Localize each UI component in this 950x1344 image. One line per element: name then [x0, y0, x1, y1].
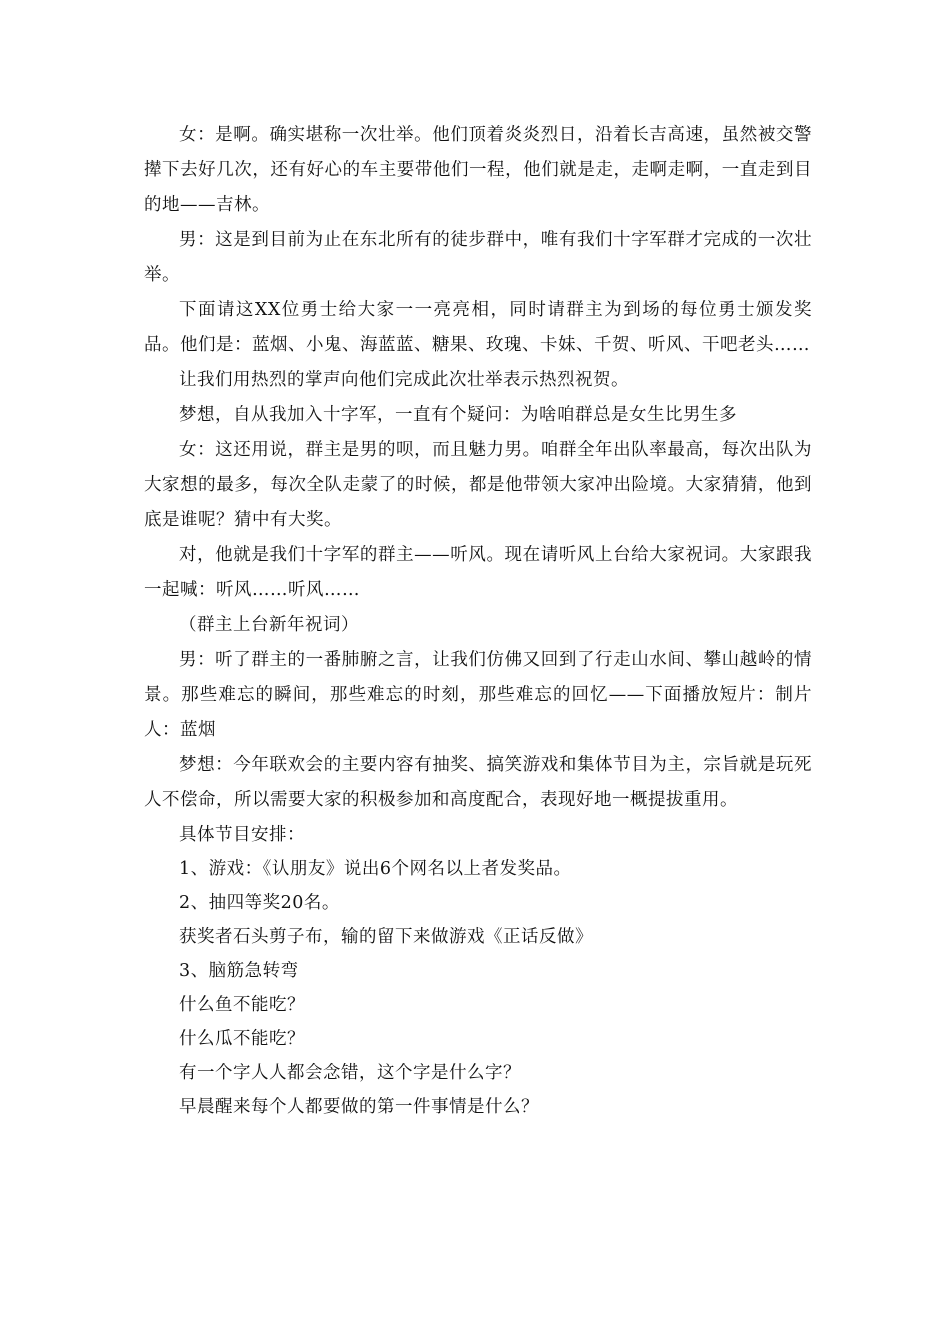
- paragraph-2: 男：这是到目前为止在东北所有的徒步群中，唯有我们十字军群才完成的一次壮举。: [144, 230, 812, 285]
- paragraph-8: （群主上台新年祝词）: [179, 615, 359, 635]
- paragraph-12: 1、游戏：《认朋友》说出6个网名以上者发奖品。: [179, 859, 572, 879]
- paragraph-19: 早晨醒来每个人都要做的第一件事情是什么？: [179, 1097, 539, 1117]
- paragraph-13: 2、抽四等奖20名。: [179, 893, 340, 913]
- paragraph-9: 男：听了群主的一番肺腑之言，让我们仿佛又回到了行走山水间、攀山越岭的情景。那些难忘的瞬间，那些难忘的时刻，那些难忘的回忆——下面播放短片：制片人：蓝烟: [144, 650, 812, 740]
- paragraph-4: 让我们用热烈的掌声向他们完成此次壮举表示热烈祝贺。: [179, 370, 629, 390]
- paragraph-6: 女：这还用说，群主是男的呗，而且魅力男。咱群全年出队率最高，每次出队为大家想的最多，每次全队走蒙了的时候，都是他带领大家冲出险境。大家猜猜，他到底是谁呢？猜中有大奖。: [144, 440, 812, 530]
- paragraph-1: 女：是啊。确实堪称一次壮举。他们顶着炎炎烈日，沿着长吉高速，虽然被交警撵下去好几次，还有好心的车主要带他们一程，他们就是走，走啊走啊，一直走到目的地——吉林。: [144, 125, 812, 215]
- paragraph-14: 获奖者石头剪子布，输的留下来做游戏《正话反做》: [179, 927, 593, 947]
- paragraph-16: 什么鱼不能吃？: [179, 995, 305, 1015]
- paragraph-10: 梦想：今年联欢会的主要内容有抽奖、搞笑游戏和集体节目为主，宗旨就是玩死人不偿命，所以需要大家的积极参加和高度配合，表现好地一概提拔重用。: [144, 755, 812, 810]
- paragraph-17: 什么瓜不能吃？: [179, 1029, 305, 1049]
- paragraph-3: 下面请这XX位勇士给大家一一亮亮相，同时请群主为到场的每位勇士颁发奖品。他们是：蓝烟、小鬼、海蓝蓝、糖果、玫瑰、卡妹、千贺、听风、干吧老头……: [144, 300, 812, 355]
- paragraph-18: 有一个字人人都会念错，这个字是什么字？: [179, 1063, 521, 1083]
- paragraph-15: 3、脑筋急转弯: [179, 961, 299, 981]
- document-page: [144, 118, 812, 1124]
- paragraph-5: 梦想，自从我加入十字军，一直有个疑问：为啥咱群总是女生比男生多: [179, 405, 737, 425]
- paragraph-11: 具体节目安排：: [179, 825, 305, 845]
- paragraph-7: 对，他就是我们十字军的群主——听风。现在请听风上台给大家祝词。大家跟我一起喊：听风……听风……: [144, 545, 812, 600]
